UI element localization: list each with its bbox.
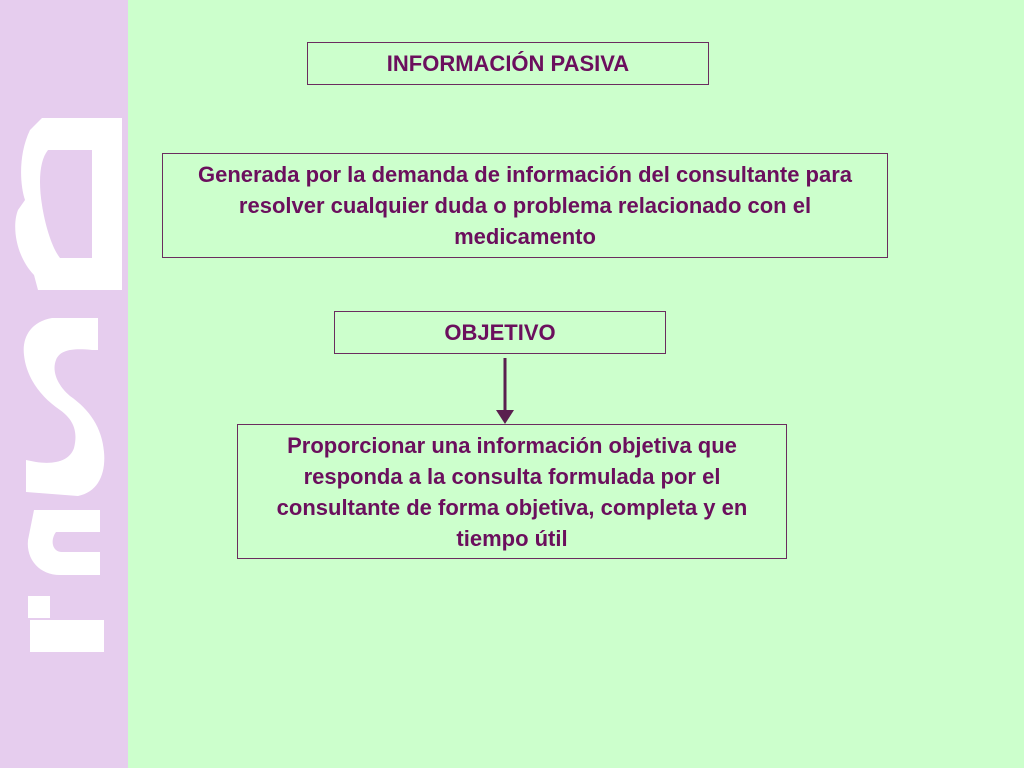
isd-logo (0, 0, 128, 768)
description-box (162, 153, 888, 258)
arrow-down-icon (490, 356, 520, 426)
title-box (307, 42, 709, 85)
objective-label: OBJETIVO (444, 320, 556, 345)
diagram-title: INFORMACIÓN PASIVA (386, 51, 630, 76)
sidebar-panel (0, 0, 128, 768)
objective-detail-box (237, 424, 787, 559)
objective-detail-text: Proporcionar una información objetiva que responda a la consulta formulada por el consultante de forma objetiva, completa y en tiempo útil (276, 432, 748, 551)
description-text: Generada por la demanda de información del consultante para resolver cualquier duda o problema relacionado con el medicamento (197, 162, 853, 249)
objective-box (334, 311, 666, 354)
